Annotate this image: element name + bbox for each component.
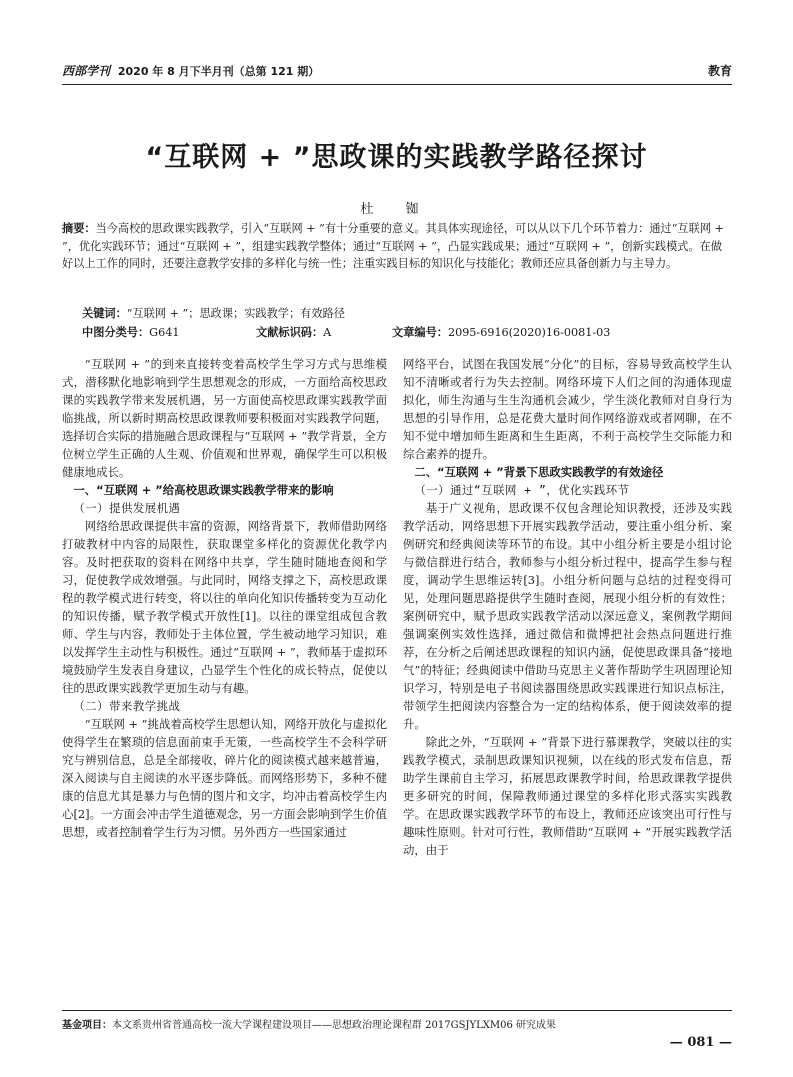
subsection-heading: （一）提供发展机遇 (73, 501, 181, 515)
doc-code-value: A (323, 326, 332, 339)
keywords-label: 关键词： (82, 307, 127, 320)
clc-label: 中图分类号： (82, 326, 150, 339)
footnote-rule (62, 1010, 732, 1011)
body-paragraph: “互联网 + ”挑战着高校学生思想认知，网络开放化与虚拟化使得学生在繁琐的信息面前束手无策，一些高校学生不会科学研究与辨别信息，总是全部接收，碎片化的阅读模式越来越普遍，深入阅读与自主阅读的水平逐步降低。而网络形势下，多种不健康的信息尤其是暴力与色情的图片和文字，均冲击着高校学生内心[2]。一方面会冲击学生道德观念，另一方面会影响到学生价值思想，或者控制着学生行为习惯。另外西方一些国家通过 (62, 717, 387, 839)
doc-code-label: 文献标识码： (256, 326, 324, 339)
fund-footnote (62, 1016, 732, 1031)
body-paragraph: 网络平台，试图在我国发展“分化”的目标，容易导致高校学生认知不清晰或者行为失去控制。网络环境下人们之间的沟通体现虚拟化，师生沟通与生生沟通机会减少，学生淡化教师对自身行为思想的引导作用，总是花费大量时间作网络游戏或者网聊，在不知不觉中增加师生距离和生生距离，不利于高校学生交际能力和综合素养的提升。 (403, 357, 732, 461)
right-column (403, 355, 732, 859)
journal-name (62, 62, 319, 79)
document-code (256, 324, 331, 340)
fund-text: 本文系贵州省普通高校一流大学课程建设项目——思想政治理论课程群 2017GSJYLXM06 研究成果 (112, 1020, 556, 1031)
article-no-label: 文章编号： (392, 326, 448, 339)
body-paragraph: 基于广义视角，思政课不仅包含理论知识教授，还涉及实践教学活动，网络思想下开展实践教学活动，要注重小组分析、案例研究和经典阅读等环节的布设。其中小组分析主要是小组讨论与微信群进行结合，教师参与小组分析过程中，提高学生参与程度，调动学生思维运转[3]。小组分析问题与总结的过程变得可见，处理问题思路提供学生随时查阅，展现小组分析的有效性；案例研究中，赋予思政实践教学活动以深远意义，案例教学期间强调案例实效性选择，通过微信和微博把社会热点问题进行推荐，在分析之后阐述思政课程的知识内涵，促使思政课具备“接地气”的特征；经典阅读中借助马克思主义著作帮助学生巩固理论知识学习，特别是电子书阅读器围绕思政实践课进行知识点标注，带领学生把阅读内容整合为一定的结构体系，便于阅读效率的提升。 (403, 501, 732, 731)
section-heading: 一、“互联网 + ”给高校思政课实践教学带来的影响 (73, 483, 334, 497)
section-label: 教育 (707, 64, 732, 78)
left-column (62, 355, 387, 841)
keywords (82, 305, 732, 321)
header-rule (62, 84, 732, 85)
article-no-value: 2095-6916(2020)16-0081-03 (447, 326, 611, 339)
article-title: “互联网 + ”思政课的实践教学路径探讨 (145, 142, 648, 173)
section-heading: 二、“互联网 + ”背景下思政实践教学的有效途径 (414, 465, 664, 479)
journal-issue: 2020 年 8 月下半月刊（总第 121 期） (117, 65, 320, 78)
body-paragraph: 除此之外，“互联网 + ”背景下进行慕课教学，突破以往的实践教学模式，录制思政课知识视频，以在线的形式发布信息，帮助学生课前自主学习，拓展思政课教学时间，给思政课教学提供更多研究的时间，保障教师通过课堂的多样化形式落实实践教学。在思政课实践教学环节的布设上，教师还应该突出可行性与趣味性原则。针对可行性，教师借助“互联网 + ”开展实践教学活动，由于 (403, 735, 732, 857)
abstract (62, 220, 732, 273)
body-paragraph: “互联网 + ”的到来直接转变着高校学生学习方式与思维模式，潜移默化地影响到学生思想观念的形成，一方面给高校思政课的实践教学带来发展机遇，另一方面使高校思政课实践教学面临挑战，所以新时期高校思政课教师要积极面对实践教学问题，选择切合实际的措施融合思政课程与“互联网 + ”教学背景，全方位树立学生正确的人生观、价值观和世界观，确保学生可以积极健康地成长。 (62, 357, 387, 479)
subsection-heading: （二）带来教学挑战 (73, 699, 181, 713)
clc-number (82, 324, 179, 340)
abstract-text: 当今高校的思政课实践教学，引入“互联网 + ”有十分重要的意义。其具体实现途径，可以从以下几个环节着力：通过“互联网 + ”，优化实践环节；通过“互联网 + ”，组建实践教学整体；通过“互联网 + ”，凸显实践成果；通过“互联网 + ”，创新实践模式。在做好以上工作的同时，还要注意教学安排的多样化与统一性；注重实践目标的知识化与技能化；教师还应具备创新力与主导力。 (62, 222, 724, 270)
journal-logo: 西部学刊 (62, 64, 111, 78)
running-header (62, 62, 732, 82)
fund-label: 基金项目： (62, 1020, 112, 1031)
page-number: — 081 — (669, 1035, 732, 1050)
keywords-text: “互联网 + ”；思政课；实践教学；有效路径 (126, 307, 345, 320)
body-paragraph: 网络给思政课提供丰富的资源，网络背景下，教师借助网络打破教材中内容的局限性，获取课堂多样化的资源优化教学内容。及时把获取的资料在网络中共享，学生随时随地查阅和学习，促使教学成效增强。与此同时，网络支撑之下，高校思政课程的教学模式进行转变，将以往的单向化知识传播转变为互动化的知识传播，赋予教学模式开放性[1]。以往的课堂组成包含教师、学生与内容，教师处于主体位置，学生被动地学习知识，难以发挥学生主动性与积极性。通过“互联网 + ”，教师基于虚拟环境鼓励学生发表自身建议，凸显学生个性化的成长特点，促使以往的思政课实践教学更加生动与有趣。 (62, 519, 387, 695)
article-number (392, 324, 610, 340)
article-author: 杜 铷 (360, 202, 433, 217)
clc-value: G641 (149, 326, 180, 339)
subsection-heading: （一）通过“互联网 + ”，优化实践环节 (414, 483, 630, 497)
abstract-label: 摘要： (62, 222, 96, 235)
